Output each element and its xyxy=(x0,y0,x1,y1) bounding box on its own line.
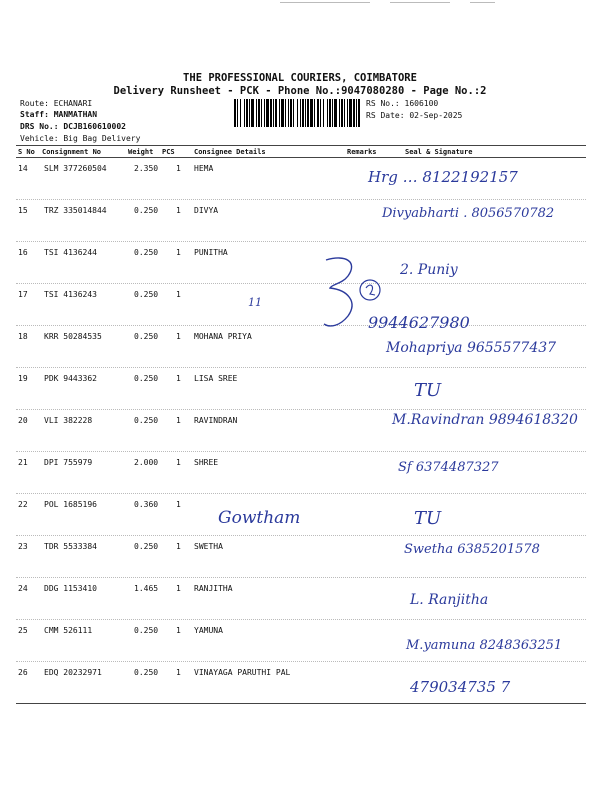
row-pcs: 1 xyxy=(176,500,181,509)
row-consignee: HEMA xyxy=(194,164,214,173)
table-row xyxy=(16,284,590,326)
header-rule-top xyxy=(16,145,586,146)
handwriting-row-22-remark: Gowtham xyxy=(218,508,301,528)
row-separator xyxy=(16,661,586,662)
rs-date: RS Date: 02-Sep-2025 xyxy=(366,111,463,120)
row-separator xyxy=(16,283,586,284)
row-consignee: LISA SREE xyxy=(194,374,238,383)
row-sno: 26 xyxy=(18,668,28,677)
row-sno: 22 xyxy=(18,500,28,509)
scan-artifact xyxy=(470,2,495,3)
handwriting-row-18: Mohapriya 9655577437 xyxy=(386,340,557,356)
scan-artifact xyxy=(390,2,450,3)
table-row xyxy=(16,578,590,620)
handwriting-row-15: Divyabharti . 8056570782 xyxy=(382,206,555,221)
route-label: Route: ECHANARI xyxy=(20,99,93,108)
row-consignment-no: POL 1685196 xyxy=(44,500,97,509)
row-pcs: 1 xyxy=(176,668,181,677)
row-consignee: SHREE xyxy=(194,458,219,467)
row-consignment-no: SLM 377260504 xyxy=(44,164,107,173)
handwriting-row-14: Hrg … 8122192157 xyxy=(368,168,518,186)
row-consignee: RAVINDRAN xyxy=(194,416,238,425)
row-consignee: MOHANA PRIYA xyxy=(194,332,252,341)
handwriting-row-19: TU xyxy=(414,380,442,401)
row-separator xyxy=(16,325,586,326)
row-sno: 19 xyxy=(18,374,28,383)
row-weight: 0.250 xyxy=(134,416,159,425)
col-consignee: Consignee Details xyxy=(194,148,266,156)
row-weight: 0.250 xyxy=(134,206,159,215)
row-sno: 21 xyxy=(18,458,28,467)
rs-number: RS No.: 1606100 xyxy=(366,99,439,108)
table-row xyxy=(16,494,590,536)
handwriting-row-22: TU xyxy=(414,508,442,529)
row-consignee: VINAYAGA PARUTHI PAL xyxy=(194,668,291,677)
handwritten-scribble xyxy=(318,254,388,334)
row-consignee: DIVYA xyxy=(194,206,219,215)
table-row xyxy=(16,242,590,284)
row-consignment-no: PDK 9443362 xyxy=(44,374,97,383)
col-seal-signature: Seal & Signature xyxy=(405,148,473,156)
row-pcs: 1 xyxy=(176,374,181,383)
row-consignee: SWETHA xyxy=(194,542,223,551)
row-consignment-no: CMM 526111 xyxy=(44,626,93,635)
row-consignment-no: EDQ 20232971 xyxy=(44,668,102,677)
row-pcs: 1 xyxy=(176,584,181,593)
scan-artifact xyxy=(280,2,370,3)
handwriting-row-25: M.yamuna 8248363251 xyxy=(406,638,563,653)
row-separator xyxy=(16,577,586,578)
row-pcs: 1 xyxy=(176,542,181,551)
row-weight: 1.465 xyxy=(134,584,159,593)
table-rule-bottom xyxy=(16,703,586,704)
row-separator xyxy=(16,367,586,368)
col-sno: S No xyxy=(18,148,35,156)
row-separator xyxy=(16,241,586,242)
row-pcs: 1 xyxy=(176,332,181,341)
handwriting-row-17-mark: 11 xyxy=(248,296,262,309)
row-sno: 17 xyxy=(18,290,28,299)
row-sno: 25 xyxy=(18,626,28,635)
row-sno: 20 xyxy=(18,416,28,425)
row-separator xyxy=(16,409,586,410)
col-remarks: Remarks xyxy=(347,148,377,156)
col-pcs: PCS xyxy=(162,148,175,156)
row-separator xyxy=(16,199,586,200)
row-consignee: PUNITHA xyxy=(194,248,228,257)
row-weight: 0.250 xyxy=(134,374,159,383)
row-weight: 0.250 xyxy=(134,290,159,299)
col-consignment: Consignment No xyxy=(42,148,102,156)
staff-label: Staff: MANMATHAN xyxy=(20,110,98,119)
row-sno: 24 xyxy=(18,584,28,593)
row-pcs: 1 xyxy=(176,206,181,215)
row-sno: 23 xyxy=(18,542,28,551)
row-pcs: 1 xyxy=(176,458,181,467)
row-consignment-no: DPI 755979 xyxy=(44,458,93,467)
row-pcs: 1 xyxy=(176,416,181,425)
handwriting-row-20: M.Ravindran 9894618320 xyxy=(392,412,578,428)
row-separator xyxy=(16,619,586,620)
table-row xyxy=(16,452,590,494)
row-sno: 14 xyxy=(18,164,28,173)
handwritten-circle xyxy=(360,280,380,300)
row-consignment-no: TSI 4136244 xyxy=(44,248,97,257)
row-consignment-no: TDR 5533384 xyxy=(44,542,97,551)
handwriting-row-16: 2. Puniy xyxy=(400,262,458,278)
row-consignment-no: TRZ 335014844 xyxy=(44,206,107,215)
drs-number: DRS No.: DCJB160610002 xyxy=(20,122,126,131)
row-weight: 0.250 xyxy=(134,332,159,341)
handwriting-row-23: Swetha 6385201578 xyxy=(404,542,540,557)
row-weight: 0.360 xyxy=(134,500,159,509)
barcode xyxy=(234,99,362,127)
col-weight: Weight xyxy=(128,148,154,156)
row-consignment-no: TSI 4136243 xyxy=(44,290,97,299)
row-sno: 15 xyxy=(18,206,28,215)
row-pcs: 1 xyxy=(176,248,181,257)
row-sno: 16 xyxy=(18,248,28,257)
row-weight: 0.250 xyxy=(134,668,159,677)
handwriting-row-24: L. Ranjitha xyxy=(410,592,489,608)
row-sno: 18 xyxy=(18,332,28,341)
row-consignment-no: DDG 1153410 xyxy=(44,584,97,593)
row-separator xyxy=(16,451,586,452)
row-consignee: RANJITHA xyxy=(194,584,233,593)
row-separator xyxy=(16,535,586,536)
handwriting-row-26: 479034735 7 xyxy=(410,678,511,696)
company-title: THE PROFESSIONAL COURIERS, COIMBATORE xyxy=(183,72,417,84)
vehicle-label: Vehicle: Big Bag Delivery xyxy=(20,134,141,143)
row-consignment-no: VLI 382228 xyxy=(44,416,93,425)
table-row xyxy=(16,368,590,410)
row-separator xyxy=(16,493,586,494)
row-weight: 2.000 xyxy=(134,458,159,467)
row-weight: 0.250 xyxy=(134,248,159,257)
handwriting-row-17: 9944627980 xyxy=(368,313,470,332)
row-weight: 0.250 xyxy=(134,626,159,635)
row-pcs: 1 xyxy=(176,290,181,299)
row-consignee: YAMUNA xyxy=(194,626,223,635)
row-consignment-no: KRR 50284535 xyxy=(44,332,102,341)
row-pcs: 1 xyxy=(176,626,181,635)
row-weight: 2.350 xyxy=(134,164,159,173)
runsheet-subtitle: Delivery Runsheet - PCK - Phone No.:9047080280 - Page No.:2 xyxy=(113,85,487,97)
handwriting-row-21: Sf 6374487327 xyxy=(398,460,499,475)
row-pcs: 1 xyxy=(176,164,181,173)
row-weight: 0.250 xyxy=(134,542,159,551)
